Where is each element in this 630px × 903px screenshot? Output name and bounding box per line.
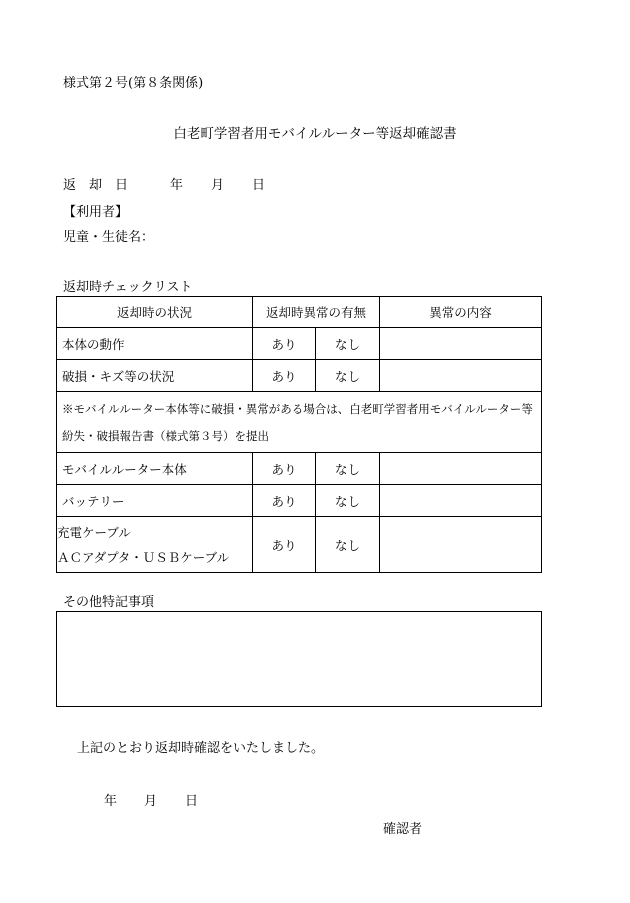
row-label — [57, 517, 253, 573]
student-name-label: 児童・生徒名： — [63, 230, 155, 245]
option-yes[interactable]: あり — [253, 453, 316, 485]
return-date-label: 返 却 日 — [63, 178, 129, 193]
document-title: 白老町学習者用モバイルルーター等返却確認書 — [173, 126, 457, 142]
option-yes[interactable]: あり — [253, 328, 316, 360]
user-heading: 【利用者】 — [63, 205, 129, 220]
details-cell[interactable] — [380, 517, 542, 573]
table-row — [57, 328, 542, 360]
return-date-day: 日 — [252, 178, 266, 193]
header-abnormality: 返却時異常の有無 — [253, 297, 380, 328]
checklist-table — [56, 296, 542, 573]
option-no[interactable]: なし — [316, 328, 380, 360]
details-cell[interactable] — [380, 328, 542, 360]
table-row — [57, 453, 542, 485]
header-status: 返却時の状況 — [57, 297, 253, 328]
return-date-year: 年 — [170, 178, 184, 193]
details-cell[interactable] — [380, 485, 542, 517]
return-date-month: 月 — [211, 178, 225, 193]
row-label: 破損・キズ等の状況 — [57, 360, 253, 392]
cable-line-2: ＡＣアダプタ・ＵＳＢケーブル — [57, 549, 230, 565]
option-no[interactable]: なし — [316, 360, 380, 392]
details-cell[interactable] — [380, 360, 542, 392]
option-yes[interactable]: あり — [253, 517, 316, 573]
option-no[interactable]: なし — [316, 485, 380, 517]
sign-date-row — [104, 790, 204, 808]
table-row — [57, 517, 542, 573]
row-label: バッテリー — [57, 485, 253, 517]
sign-date-day: 日 — [185, 794, 199, 809]
row-label: モバイルルーター本体 — [57, 453, 253, 485]
header-details: 異常の内容 — [380, 297, 542, 328]
checklist-title: 返却時チェックリスト — [63, 280, 193, 295]
table-row — [57, 485, 542, 517]
option-no[interactable]: なし — [316, 517, 380, 573]
sign-date-year: 年 — [104, 794, 118, 809]
option-no[interactable]: なし — [316, 453, 380, 485]
row-label: 本体の動作 — [57, 328, 253, 360]
table-row — [57, 360, 542, 392]
form-number: 様式第２号(第８条関係) — [63, 76, 204, 91]
option-yes[interactable]: あり — [253, 485, 316, 517]
note-row — [57, 392, 542, 453]
remarks-box[interactable] — [56, 611, 542, 707]
damage-note: ※モバイルルーター本体等に破損・異常がある場合は、白老町学習者用モバイルルーター等紛失・破損報告書（様式第３号）を提出 — [57, 392, 542, 453]
option-yes[interactable]: あり — [253, 360, 316, 392]
confirm-text: 上記のとおり返却時確認をいたしました。 — [77, 741, 325, 756]
cable-line-1: 充電ケーブル — [57, 524, 131, 540]
return-date-row — [63, 174, 283, 192]
details-cell[interactable] — [380, 453, 542, 485]
confirmer-label: 確認者 — [383, 822, 423, 837]
remarks-title: その他特記事項 — [63, 595, 155, 610]
sign-date-month: 月 — [144, 794, 158, 809]
